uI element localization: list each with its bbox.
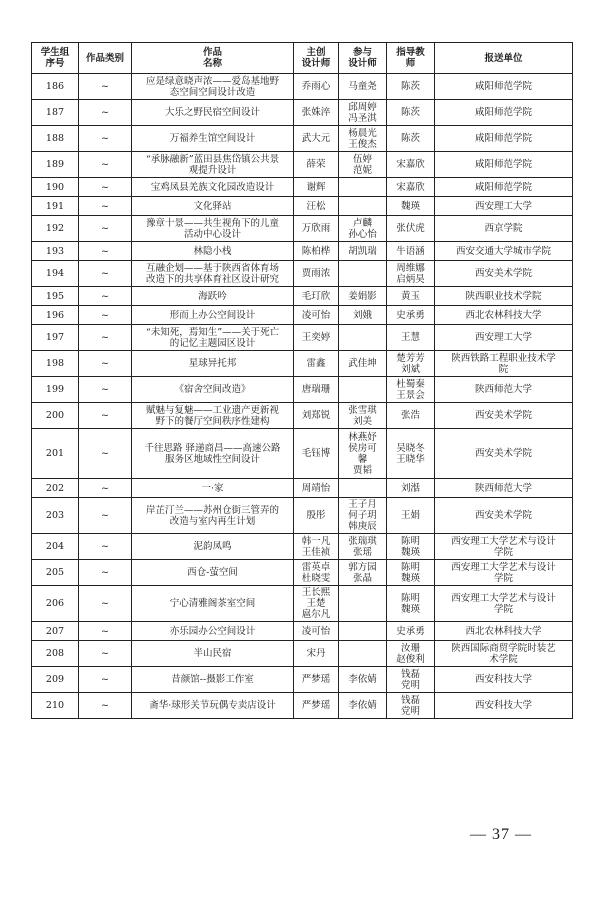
work-title-cell: 岸芷汀兰——苏州仓街三管弄的 改造与室内再生计划 (132, 498, 294, 534)
category-cell: ~ (79, 261, 132, 287)
serial-number-cell: 191 (32, 197, 79, 216)
participant-designer-cell (339, 377, 387, 403)
advisor-cell: 杜蜀秦 王景会 (387, 377, 435, 403)
serial-number-cell: 193 (32, 242, 79, 261)
category-cell: ~ (79, 216, 132, 242)
submitting-unit-cell: 西安理工大学艺术与设计 学院 (435, 534, 573, 560)
category-cell: ~ (79, 377, 132, 403)
serial-number-cell: 194 (32, 261, 79, 287)
serial-number-cell: 188 (32, 126, 79, 152)
table-row (32, 534, 573, 560)
serial-number-cell: 198 (32, 351, 79, 377)
serial-number-cell: 209 (32, 667, 79, 693)
work-title-cell: “未知死，焉知生”——关于死亡 的记忆主题园区设计 (132, 325, 294, 351)
work-title-cell: 豫章十景——共生视角下的儿童 活动中心设计 (132, 216, 294, 242)
advisor-cell: 魏瑛 (387, 197, 435, 216)
table-row (32, 586, 573, 622)
submitting-unit-cell: 西安科技大学 (435, 693, 573, 719)
lead-designer-cell: 张姝淬 (294, 100, 339, 126)
participant-designer-cell (339, 178, 387, 197)
serial-number-cell: 208 (32, 641, 79, 667)
table-row (32, 403, 573, 429)
lead-designer-cell: 凌可怡 (294, 306, 339, 325)
table-row (32, 377, 573, 403)
work-title-cell: 文化驿站 (132, 197, 294, 216)
work-title-cell: 昔颜馆--摄影工作室 (132, 667, 294, 693)
table-row (32, 197, 573, 216)
advisor-cell: 张伏虎 (387, 216, 435, 242)
category-cell: ~ (79, 351, 132, 377)
lead-designer-cell: 刘郑锐 (294, 403, 339, 429)
table-row (32, 351, 573, 377)
page-number: — 37 — (470, 826, 532, 843)
table-row (32, 560, 573, 586)
submitting-unit-cell: 咸阳师范学院 (435, 152, 573, 178)
serial-number-cell: 202 (32, 479, 79, 498)
advisor-cell: 楚芳芳 刘斌 (387, 351, 435, 377)
category-cell: ~ (79, 498, 132, 534)
submitting-unit-cell: 陕西师范大学 (435, 377, 573, 403)
table-row (32, 261, 573, 287)
submitting-unit-cell: 西安美术学院 (435, 403, 573, 429)
category-cell: ~ (79, 242, 132, 261)
lead-designer-cell: 韩一凡 王佳祯 (294, 534, 339, 560)
advisor-cell: 陈茨 (387, 126, 435, 152)
submitting-unit-cell: 西北农林科技大学 (435, 622, 573, 641)
table-row (32, 306, 573, 325)
category-cell: ~ (79, 534, 132, 560)
category-cell: ~ (79, 100, 132, 126)
category-cell: ~ (79, 693, 132, 719)
participant-designer-cell: 卢麟 孙心怡 (339, 216, 387, 242)
work-title-cell: 宁心清雅阁茶室空间 (132, 586, 294, 622)
table-row (32, 693, 573, 719)
advisor-cell: 史承勇 (387, 622, 435, 641)
lead-designer-cell: 毛钰博 (294, 429, 339, 479)
advisor-cell: 周维娜 启炳昊 (387, 261, 435, 287)
table-row (32, 100, 573, 126)
header-lead-designer: 主创 设计师 (294, 43, 339, 74)
work-title-cell: 亦乐园办公空间设计 (132, 622, 294, 641)
table-row (32, 74, 573, 100)
advisor-cell: 王慧 (387, 325, 435, 351)
submitting-unit-cell: 陕西国际商贸学院时装艺 术学院 (435, 641, 573, 667)
participant-designer-cell: 邱周婷 冯圣淇 (339, 100, 387, 126)
category-cell: ~ (79, 560, 132, 586)
work-title-cell: 宝鸡凤县羌族文化园改造设计 (132, 178, 294, 197)
participant-designer-cell: 郭方园 张晶 (339, 560, 387, 586)
lead-designer-cell: 宋丹 (294, 641, 339, 667)
submitting-unit-cell: 西安交通大学城市学院 (435, 242, 573, 261)
participant-designer-cell (339, 479, 387, 498)
advisor-cell: 牛语涵 (387, 242, 435, 261)
participant-designer-cell (339, 197, 387, 216)
serial-number-cell: 196 (32, 306, 79, 325)
advisor-cell: 刘湉 (387, 479, 435, 498)
lead-designer-cell: 严梦瑶 (294, 667, 339, 693)
advisor-cell: 陈明 魏瑛 (387, 560, 435, 586)
work-title-cell: 万福养生馆空间设计 (132, 126, 294, 152)
work-title-cell: 星球异托邦 (132, 351, 294, 377)
work-title-cell: 海跃吟 (132, 287, 294, 306)
category-cell: ~ (79, 622, 132, 641)
participant-designer-cell: 姜娟影 (339, 287, 387, 306)
category-cell: ~ (79, 403, 132, 429)
header-advisor: 指导教 师 (387, 43, 435, 74)
serial-number-cell: 197 (32, 325, 79, 351)
serial-number-cell: 201 (32, 429, 79, 479)
submitting-unit-cell: 陕西师范大学 (435, 479, 573, 498)
work-title-cell: 形而上办公空间设计 (132, 306, 294, 325)
submitting-unit-cell: 咸阳师范学院 (435, 74, 573, 100)
participant-designer-cell: 王子月 何子玥 韩庚辰 (339, 498, 387, 534)
submitting-unit-cell: 西京学院 (435, 216, 573, 242)
serial-number-cell: 199 (32, 377, 79, 403)
advisor-cell: 黄玉 (387, 287, 435, 306)
lead-designer-cell: 殷彤 (294, 498, 339, 534)
category-cell: ~ (79, 287, 132, 306)
work-title-cell: 大乐之野民宿空间设计 (132, 100, 294, 126)
header-participant-designer: 参与 设计师 (339, 43, 387, 74)
advisor-cell: 陈茨 (387, 100, 435, 126)
participant-designer-cell: 武佳坤 (339, 351, 387, 377)
submitting-unit-cell: 西安理工大学艺术与设计 学院 (435, 586, 573, 622)
work-title-cell: 半山民宿 (132, 641, 294, 667)
category-cell: ~ (79, 306, 132, 325)
lead-designer-cell: 唐瑞珊 (294, 377, 339, 403)
category-cell: ~ (79, 667, 132, 693)
table-row (32, 126, 573, 152)
lead-designer-cell: 毛玎欣 (294, 287, 339, 306)
serial-number-cell: 207 (32, 622, 79, 641)
participant-designer-cell (339, 325, 387, 351)
participant-designer-cell: 伍婷 范妮 (339, 152, 387, 178)
participant-designer-cell (339, 586, 387, 622)
work-title-cell: 互融企划——基于陕西省体育场 改造下的共享体育社区设计研究 (132, 261, 294, 287)
submitting-unit-cell: 陕西职业技术学院 (435, 287, 573, 306)
work-title-cell: 林隐小栈 (132, 242, 294, 261)
table-row (32, 667, 573, 693)
submitting-unit-cell: 咸阳师范学院 (435, 178, 573, 197)
submitting-unit-cell: 咸阳师范学院 (435, 126, 573, 152)
work-title-cell: 泥韵凤鸣 (132, 534, 294, 560)
serial-number-cell: 195 (32, 287, 79, 306)
work-title-cell: 一·家 (132, 479, 294, 498)
header-work-title: 作品 名称 (132, 43, 294, 74)
table-header-row (32, 43, 573, 74)
lead-designer-cell: 雷鑫 (294, 351, 339, 377)
table-row (32, 178, 573, 197)
participant-designer-cell: 杨晨光 王俊杰 (339, 126, 387, 152)
category-cell: ~ (79, 197, 132, 216)
submitting-unit-cell: 西安美术学院 (435, 498, 573, 534)
participant-designer-cell: 张雪琪 刘美 (339, 403, 387, 429)
participant-designer-cell (339, 261, 387, 287)
category-cell: ~ (79, 325, 132, 351)
participant-designer-cell (339, 641, 387, 667)
submitting-unit-cell: 西安理工大学 (435, 197, 573, 216)
lead-designer-cell: 王奕婷 (294, 325, 339, 351)
table-row (32, 242, 573, 261)
participant-designer-cell: 李依婧 (339, 693, 387, 719)
lead-designer-cell: 贾雨浓 (294, 261, 339, 287)
header-category: 作品类别 (79, 43, 132, 74)
submitting-unit-cell: 西安科技大学 (435, 667, 573, 693)
advisor-cell: 陈明 魏瑛 (387, 534, 435, 560)
work-title-cell: 赋魅与复魅——工业遗产更新视 野下的餐厅空间秩序性建构 (132, 403, 294, 429)
advisor-cell: 吴晓冬 王晓华 (387, 429, 435, 479)
work-title-cell: 《宿舍空间改造》 (132, 377, 294, 403)
serial-number-cell: 192 (32, 216, 79, 242)
table-row (32, 641, 573, 667)
submitting-unit-cell: 西安理工大学艺术与设计 学院 (435, 560, 573, 586)
advisor-cell: 汝珊 赵俊利 (387, 641, 435, 667)
table-row (32, 622, 573, 641)
work-title-cell: 西仓-萤空间 (132, 560, 294, 586)
advisor-cell: 陈茨 (387, 74, 435, 100)
category-cell: ~ (79, 178, 132, 197)
lead-designer-cell: 谢辉 (294, 178, 339, 197)
table-row (32, 479, 573, 498)
work-title-cell: “承脉融新”蓝田县焦岱镇公共景 观提升设计 (132, 152, 294, 178)
submitting-unit-cell: 西安美术学院 (435, 429, 573, 479)
advisor-cell: 陈明 魏瑛 (387, 586, 435, 622)
awards-table (31, 42, 573, 719)
work-title-cell: 斋华·球形关节玩偶专卖店设计 (132, 693, 294, 719)
serial-number-cell: 200 (32, 403, 79, 429)
participant-designer-cell: 胡凯瑞 (339, 242, 387, 261)
category-cell: ~ (79, 152, 132, 178)
table-row (32, 325, 573, 351)
lead-designer-cell: 薛荣 (294, 152, 339, 178)
participant-designer-cell: 张瑞琪 张瑶 (339, 534, 387, 560)
serial-number-cell: 187 (32, 100, 79, 126)
participant-designer-cell (339, 622, 387, 641)
submitting-unit-cell: 西安理工大学 (435, 325, 573, 351)
lead-designer-cell: 万欣雨 (294, 216, 339, 242)
serial-number-cell: 205 (32, 560, 79, 586)
advisor-cell: 宋嘉欣 (387, 152, 435, 178)
header-submitting-unit: 报送单位 (435, 43, 573, 74)
category-cell: ~ (79, 74, 132, 100)
table-row (32, 429, 573, 479)
table-row (32, 287, 573, 306)
lead-designer-cell: 王长熙 王楚 扈尔凡 (294, 586, 339, 622)
participant-designer-cell: 马童尧 (339, 74, 387, 100)
advisor-cell: 张浩 (387, 403, 435, 429)
category-cell: ~ (79, 641, 132, 667)
submitting-unit-cell: 陕西铁路工程职业技术学 院 (435, 351, 573, 377)
serial-number-cell: 203 (32, 498, 79, 534)
participant-designer-cell: 李依婧 (339, 667, 387, 693)
lead-designer-cell: 陈柏桦 (294, 242, 339, 261)
lead-designer-cell: 凌可怡 (294, 622, 339, 641)
work-title-cell: 应是绿意晓声浓——爱岛基地野 态空间空间设计改造 (132, 74, 294, 100)
category-cell: ~ (79, 126, 132, 152)
serial-number-cell: 186 (32, 74, 79, 100)
serial-number-cell: 204 (32, 534, 79, 560)
lead-designer-cell: 周靖怡 (294, 479, 339, 498)
serial-number-cell: 190 (32, 178, 79, 197)
submitting-unit-cell: 咸阳师范学院 (435, 100, 573, 126)
work-title-cell: 千往思路 驿递商昌——高速公路 服务区地域性空间设计 (132, 429, 294, 479)
serial-number-cell: 210 (32, 693, 79, 719)
category-cell: ~ (79, 479, 132, 498)
advisor-cell: 钱磊 党明 (387, 693, 435, 719)
serial-number-cell: 206 (32, 586, 79, 622)
lead-designer-cell: 雷英卓 杜晓雯 (294, 560, 339, 586)
advisor-cell: 王娟 (387, 498, 435, 534)
lead-designer-cell: 严梦瑶 (294, 693, 339, 719)
lead-designer-cell: 武大元 (294, 126, 339, 152)
lead-designer-cell: 汪松 (294, 197, 339, 216)
category-cell: ~ (79, 429, 132, 479)
table-row (32, 216, 573, 242)
advisor-cell: 钱磊 党明 (387, 667, 435, 693)
submitting-unit-cell: 西北农林科技大学 (435, 306, 573, 325)
advisor-cell: 宋嘉欣 (387, 178, 435, 197)
category-cell: ~ (79, 586, 132, 622)
participant-designer-cell: 刘娥 (339, 306, 387, 325)
lead-designer-cell: 乔雨心 (294, 74, 339, 100)
advisor-cell: 史承勇 (387, 306, 435, 325)
header-serial-number: 学生组 序号 (32, 43, 79, 74)
participant-designer-cell: 林燕妤 侯房可 馨 贾韬 (339, 429, 387, 479)
table-row (32, 152, 573, 178)
submitting-unit-cell: 西安美术学院 (435, 261, 573, 287)
table-row (32, 498, 573, 534)
serial-number-cell: 189 (32, 152, 79, 178)
